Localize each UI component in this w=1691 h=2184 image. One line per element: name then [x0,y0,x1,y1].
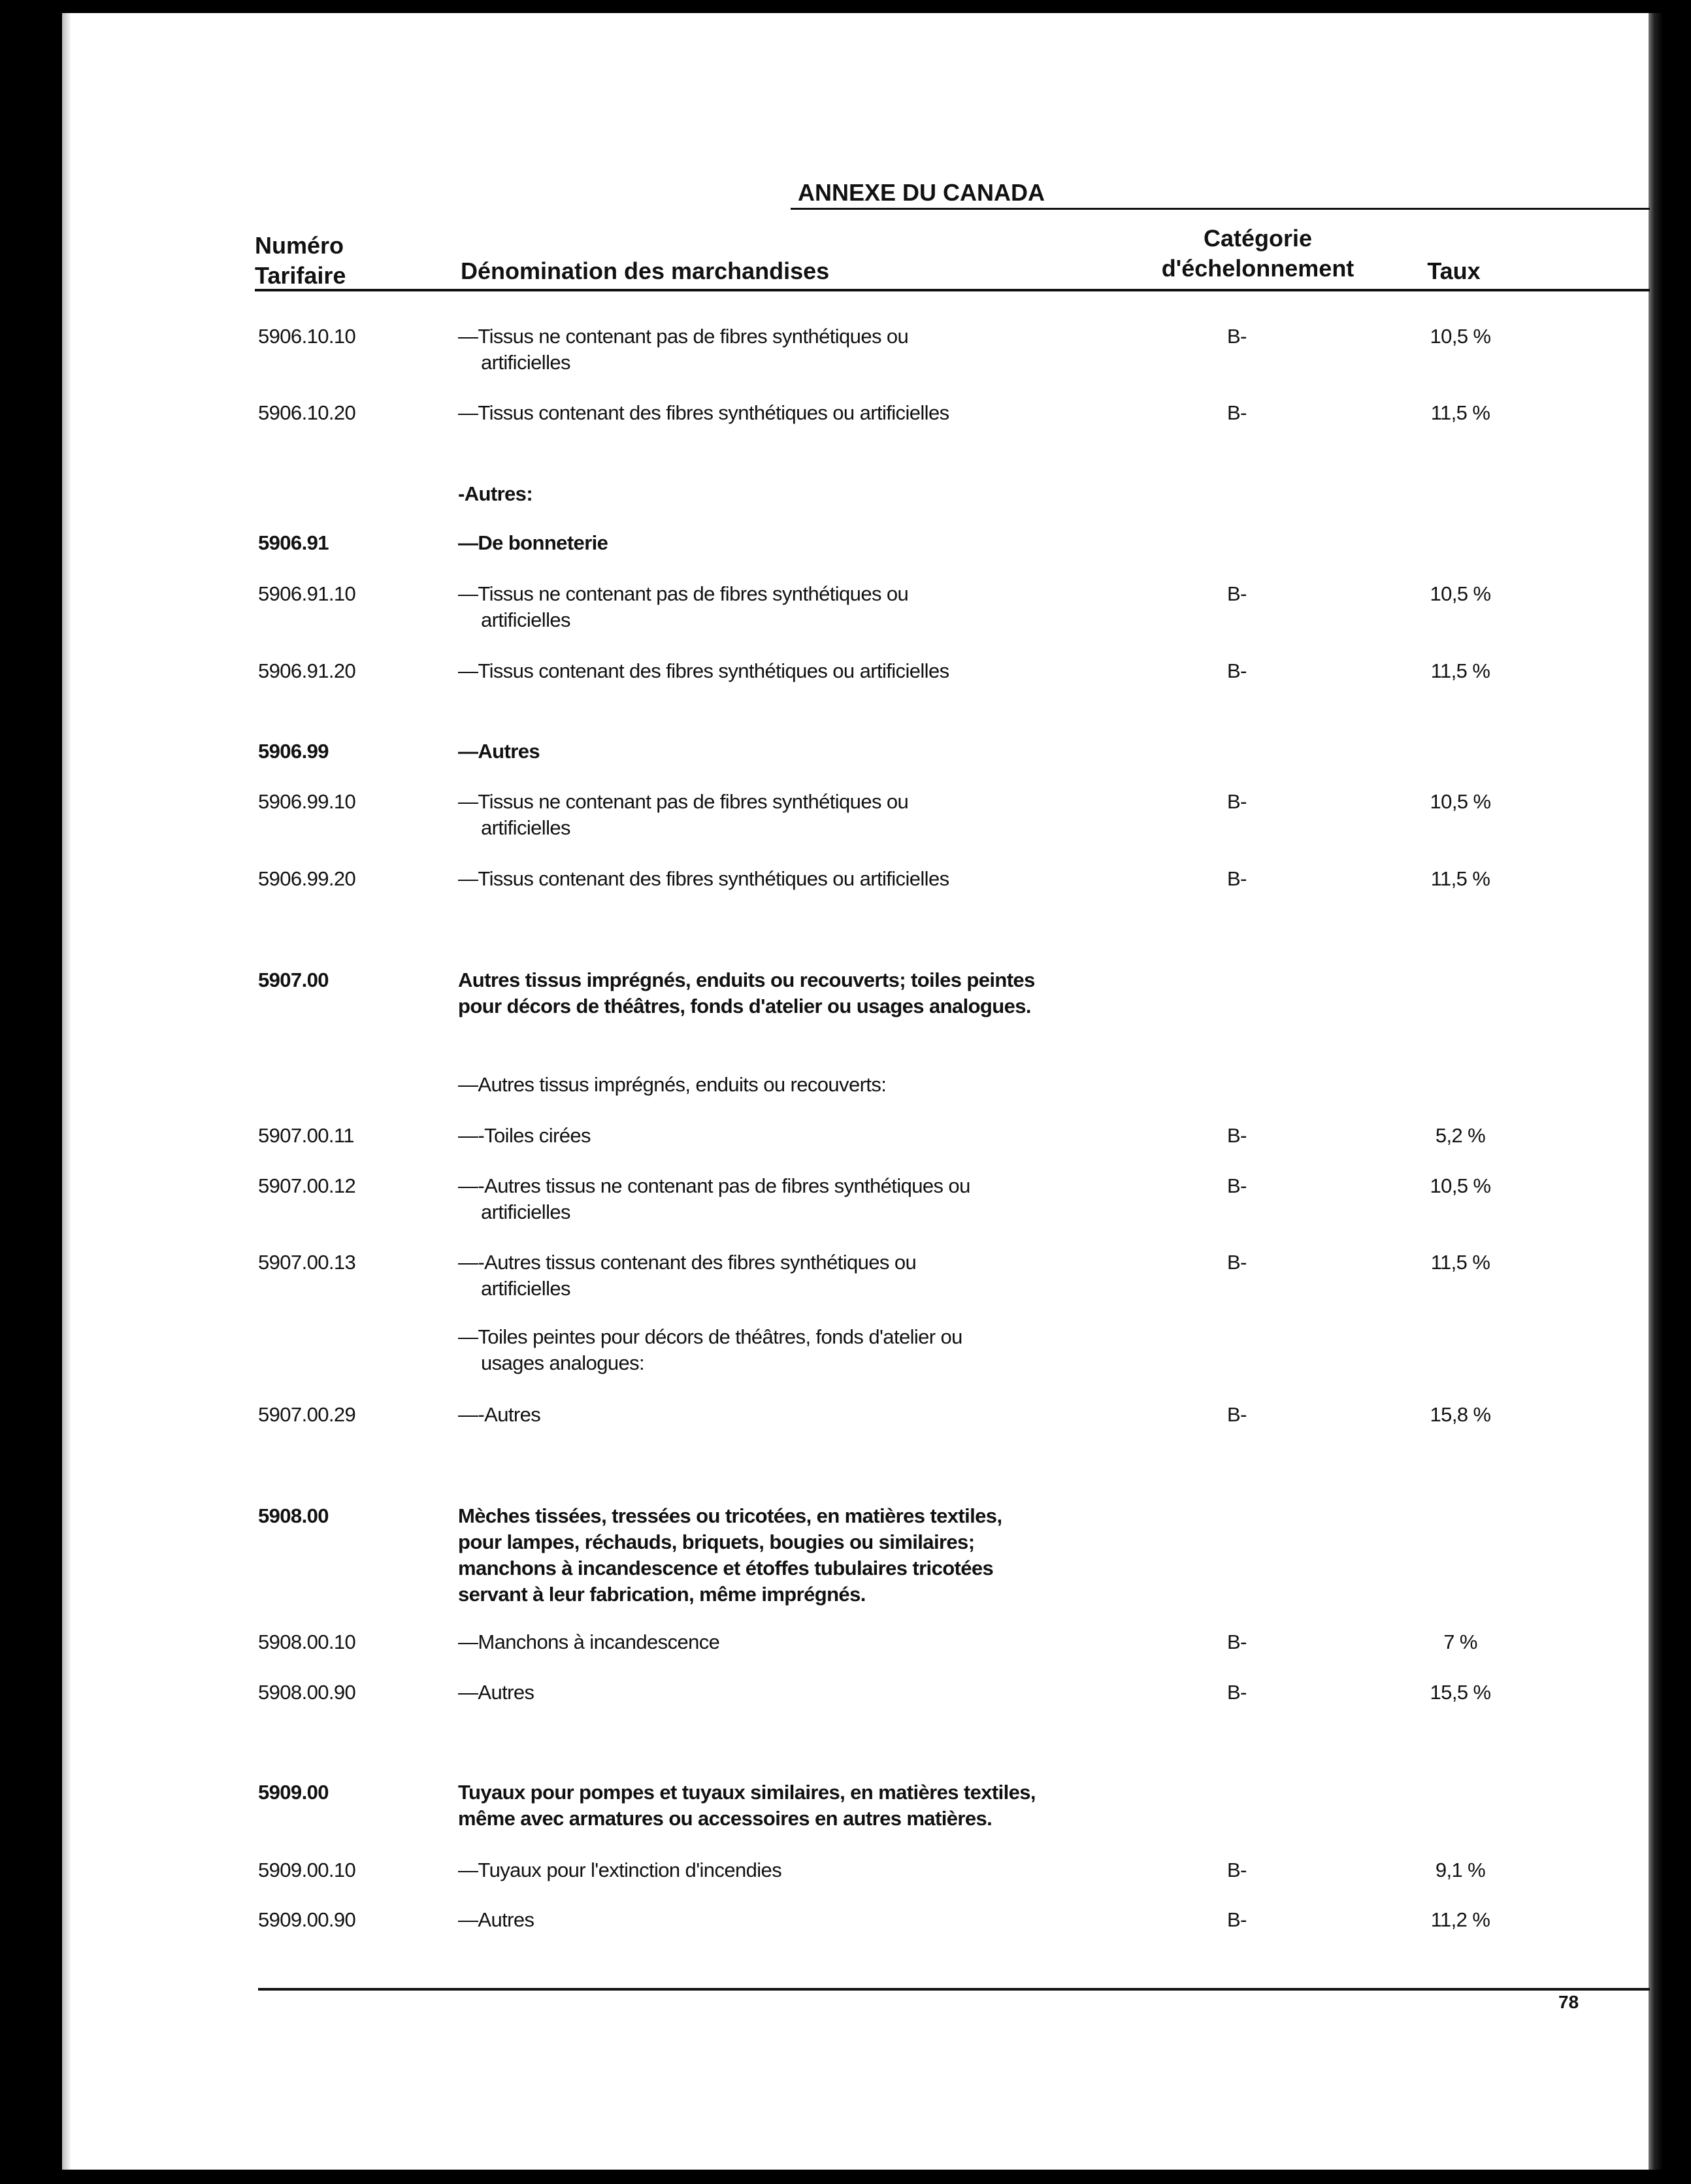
header-rule [255,289,1650,291]
staging-category: B- [1227,1251,1247,1274]
item-description: Mèches tissées, tressées ou tricotées, en matières textiles, pour lampes, réchauds, briquets, bougies ou similaires; manchons à incandescence et étoffes tubulaires tricotées servant à leur fabrication, même imprégnés. [458,1504,1002,1606]
rate: 10,5 % [1430,325,1491,348]
staging-category: B- [1227,1403,1247,1426]
tariff-number: 5907.00.29 [258,1403,356,1426]
item-description: —Toiles peintes pour décors de théâtres, fonds d'atelier ou usages analogues: [458,1325,962,1374]
item-description: —-Autres tissus contenant des fibres synthétiques ou artificielles [458,1251,917,1300]
tariff-number: 5906.10.10 [258,325,356,348]
tariff-number: 5907.00.13 [258,1251,356,1274]
item-description: —Autres [458,1681,534,1704]
tariff-number: 5906.99.20 [258,867,356,890]
item-description: —-Autres [458,1403,541,1426]
staging-category: B- [1227,325,1247,348]
item-description: —Tissus contenant des fibres synthétiques ou artificielles [458,867,949,890]
item-description: —Tissus contenant des fibres synthétiques ou artificielles [458,401,949,424]
staging-category: B- [1227,1908,1247,1931]
tariff-number: 5906.99.10 [258,790,356,813]
rate: 11,2 % [1430,1908,1490,1931]
item-description: —Manchons à incandescence [458,1630,720,1653]
rate: 10,5 % [1430,1174,1491,1197]
item-description: —Tissus ne contenant pas de fibres synthétiques ou artificielles [458,325,909,374]
staging-category: B- [1227,1859,1247,1881]
page-right-edge [1649,13,1663,2170]
item-description: —Tissus contenant des fibres synthétiques ou artificielles [458,659,949,682]
staging-category: B- [1227,659,1247,682]
tariff-number: 5906.99 [258,740,329,763]
column-header-rate: Taux [1427,257,1481,284]
item-description: —Tissus ne contenant pas de fibres synthétiques ou artificielles [458,790,909,839]
tariff-number: 5907.00.11 [258,1124,354,1147]
staging-category: B- [1227,790,1247,813]
tariff-number: 5909.00 [258,1781,329,1804]
rate: 9,1 % [1435,1859,1486,1881]
rate: 10,5 % [1430,582,1491,605]
staging-category: B- [1227,401,1247,424]
rate: 15,8 % [1430,1403,1491,1426]
column-header-staging-category: Catégorie d'échelonnement [1161,225,1354,282]
rate: 11,5 % [1430,401,1490,424]
rate: 7 % [1443,1630,1477,1653]
tariff-number: 5908.00.10 [258,1630,356,1653]
tariff-number: 5906.91.10 [258,582,356,605]
item-description: Autres tissus imprégnés, enduits ou recouverts; toiles peintes pour décors de théâtres, fonds d'atelier ou usages analogues. [458,968,1035,1018]
item-description: —-Toiles cirées [458,1124,591,1147]
item-description: -Autres: [458,482,533,505]
item-description: —Autres tissus imprégnés, enduits ou recouverts: [458,1073,887,1096]
column-header-tariff-number: Numéro Tarifaire [255,232,346,289]
column-header-description: Dénomination des marchandises [461,257,830,284]
annex-title: ANNEXE DU CANADA [797,179,1045,206]
item-description: —-Autres tissus ne contenant pas de fibres synthétiques ou artificielles [458,1174,970,1223]
tariff-number: 5908.00 [258,1504,329,1527]
tariff-number: 5909.00.10 [258,1859,356,1881]
item-description: Tuyaux pour pompes et tuyaux similaires, en matières textiles, même avec armatures ou accessoires en autres matières. [458,1781,1036,1830]
tariff-number: 5906.91 [258,531,329,554]
tariff-number: 5909.00.90 [258,1908,356,1931]
staging-category: B- [1227,1681,1247,1704]
tariff-number: 5907.00.12 [258,1174,356,1197]
tariff-number: 5908.00.90 [258,1681,356,1704]
page-left-edge [62,13,71,2170]
rate: 10,5 % [1430,790,1491,813]
item-description: —De bonneterie [458,531,608,554]
page-number: 78 [1558,1992,1579,2012]
item-description: —Tuyaux pour l'extinction d'incendies [458,1859,782,1881]
staging-category: B- [1227,1124,1247,1147]
tariff-number: 5907.00 [258,968,329,991]
item-description: —Autres [458,740,540,763]
rate: 5,2 % [1435,1124,1486,1147]
tariff-number: 5906.10.20 [258,401,356,424]
rate: 15,5 % [1430,1681,1491,1704]
item-description: —Tissus ne contenant pas de fibres synthétiques ou artificielles [458,582,909,631]
title-rule [791,208,1650,210]
tariff-number: 5906.91.20 [258,659,356,682]
rate: 11,5 % [1430,659,1490,682]
document-page [62,13,1663,2170]
rate: 11,5 % [1430,1251,1490,1274]
staging-category: B- [1227,867,1247,890]
staging-category: B- [1227,1630,1247,1653]
staging-category: B- [1227,1174,1247,1197]
rate: 11,5 % [1430,867,1490,890]
item-description: —Autres [458,1908,534,1931]
staging-category: B- [1227,582,1247,605]
footer-rule [258,1988,1650,1991]
